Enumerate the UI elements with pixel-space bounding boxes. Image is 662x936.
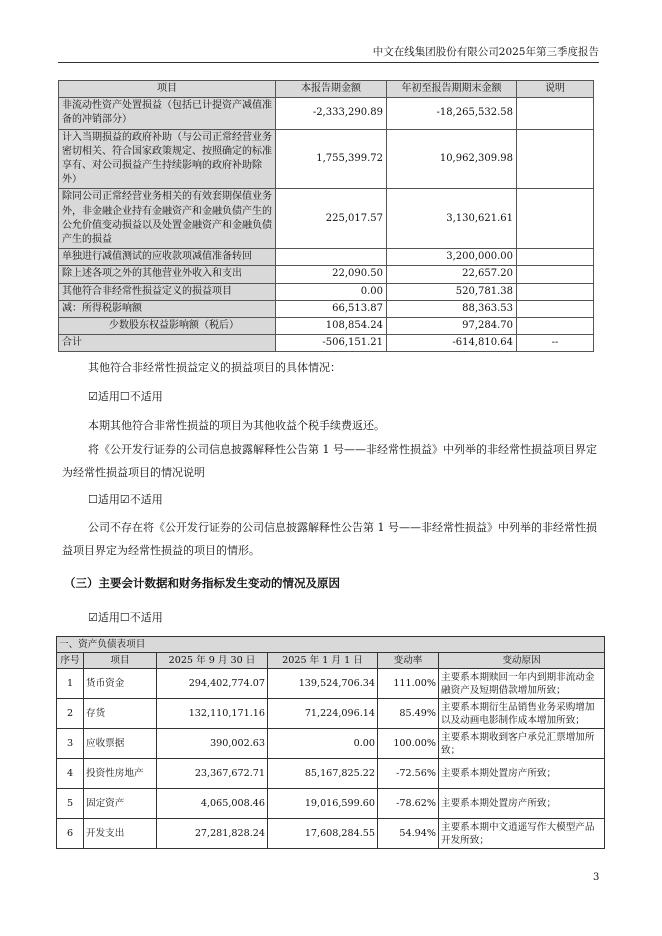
row-reason: 主要系本期处置房产所致； [439,759,605,789]
table-row [59,266,594,283]
row-note [517,266,594,283]
row-reason: 主要系本期衍生品销售业务采购增加以及动画电影制作成本增加所致； [439,699,605,729]
row-current: 0.00 [276,283,387,300]
group-label: 一、资产负债表项目 [57,637,605,653]
row-note [517,318,594,335]
row-rate: 85.49% [378,699,439,729]
row-rate: 111.00% [378,669,439,699]
row-rate: -72.56% [378,759,439,789]
table-row [59,318,594,335]
row-item: 除同公司正常经营业务相关的有效套期保值业务外，非金融企业持有金融资产和金融负债产生的公允价值变动损益以及处置金融资产和金融负债产生的损益 [59,189,276,249]
row-rate: 54.94% [378,819,439,849]
applicability-check: ☐适用☑不适用 [88,493,163,506]
table-row [59,300,594,317]
row-current: 66,513.87 [276,300,387,317]
header-rule [58,62,599,63]
row-note [517,249,594,266]
col-header-current: 本报告期金额 [276,81,387,98]
table-row [57,699,605,729]
table-total-row [59,335,594,352]
row-begin: 85,167,825.22 [268,759,378,789]
row-note [517,129,594,189]
row-ytd: 97,284.70 [387,318,517,335]
col-header-end: 2025 年 9 月 30 日 [157,653,268,669]
col-header-begin: 2025 年 1 月 1 日 [268,653,378,669]
row-no: 4 [57,759,84,789]
row-item: 货币资金 [84,669,157,699]
table-group-row [57,637,605,653]
row-begin: 139,524,706.34 [268,669,378,699]
row-current: 108,854.24 [276,318,387,335]
table-row [59,249,594,266]
row-item: 开发支出 [84,819,157,849]
table-row [59,283,594,300]
row-note [517,98,594,129]
row-item: 存货 [84,699,157,729]
col-header-note: 说明 [517,81,594,98]
row-note [517,300,594,317]
row-current: 22,090.50 [276,266,387,283]
row-begin: 17,608,284.55 [268,819,378,849]
table-header-row [59,81,594,98]
row-rate: 100.00% [378,729,439,759]
row-no: 6 [57,819,84,849]
col-header-ytd: 年初至报告期期末金额 [387,81,517,98]
row-item: 其他符合非经常性损益定义的损益项目 [59,283,276,300]
row-current [276,249,387,266]
row-item: 除上述各项之外的其他营业外收入和支出 [59,266,276,283]
row-end: 390,002.63 [157,729,268,759]
row-no: 1 [57,669,84,699]
row-reason: 主要系本期收到客户承兑汇票增加所致； [439,729,605,759]
table-row [59,129,594,189]
row-end: 294,402,774.07 [157,669,268,699]
row-rate: -78.62% [378,789,439,819]
paragraph: 本期其他符合非常性损益的项目为其他收益个税手续费返还。 [88,419,385,432]
row-ytd: 10,962,309.98 [387,129,517,189]
applicability-check: ☑适用☐不适用 [88,611,163,624]
row-current: -2,333,290.89 [276,98,387,129]
table-row [57,669,605,699]
table-row [57,789,605,819]
row-item: 少数股东权益影响额（税后） [59,318,276,335]
paragraph: 公司不存在将《公开发行证券的公司信息披露解释性公告第 1 号——非经常性损益》中列举的非经常性损益项目界定为经常性损益的项目的情形。 [62,521,597,557]
row-item: 非流动性资产处置损益（包括已计提资产减值准备的冲销部分） [59,98,276,129]
col-header-no: 序号 [57,653,84,669]
row-begin: 19,016,599.60 [268,789,378,819]
row-no: 2 [57,699,84,729]
row-ytd: 3,200,000.00 [387,249,517,266]
row-item: 投资性房地产 [84,759,157,789]
section-heading: （三）主要会计数据和财务指标发生变动的情况及原因 [64,576,340,590]
row-no: 5 [57,789,84,819]
row-ytd: 88,363.53 [387,300,517,317]
paragraph: 其他符合非经常性损益定义的损益项目的具体情况： [88,361,341,374]
row-current: 1,755,399.72 [276,129,387,189]
page-header: 中文在线集团股份有限公司2025年第三季度报告 [372,46,599,58]
row-reason: 主要系本期赎回一年内到期非流动金融资产及短期借款增加所致； [439,669,605,699]
row-reason: 主要系本期处置房产所致； [439,789,605,819]
row-end: 27,281,828.24 [157,819,268,849]
row-no: 3 [57,729,84,759]
row-item: 单独进行减值测试的应收款项减值准备转回 [59,249,276,266]
table-row [57,819,605,849]
col-header-item: 项目 [84,653,157,669]
row-item: 固定资产 [84,789,157,819]
row-item: 合计 [59,335,276,352]
row-begin: 71,224,096.14 [268,699,378,729]
row-begin: 0.00 [268,729,378,759]
page-number: 3 [593,872,600,883]
row-note [517,189,594,249]
paragraph: 将《公开发行证券的公司信息披露解释性公告第 1 号——非经常性损益》中列举的非经常性损益项目界定为经常性损益项目的情况说明 [62,443,597,479]
row-ytd: -18,265,532.58 [387,98,517,129]
table-row [59,189,594,249]
row-ytd: 3,130,621.61 [387,189,517,249]
table-row [57,729,605,759]
row-note: -- [517,335,594,352]
non-recurring-gains-table [58,80,594,352]
row-item: 计入当期损益的政府补助（与公司正常经营业务密切相关、符合国家政策规定、按照确定的标准享有、对公司损益产生持续影响的政府补助除外） [59,129,276,189]
row-end: 23,367,672.71 [157,759,268,789]
col-header-rate: 变动率 [378,653,439,669]
row-ytd: 520,781.38 [387,283,517,300]
row-note [517,283,594,300]
table-row [57,759,605,789]
row-item: 减：所得税影响额 [59,300,276,317]
row-item: 应收票据 [84,729,157,759]
applicability-check: ☑适用☐不适用 [88,390,163,403]
col-header-item: 项目 [59,81,276,98]
balance-sheet-changes-table [56,636,605,849]
row-end: 4,065,008.46 [157,789,268,819]
row-current: -506,151.21 [276,335,387,352]
table-row [59,98,594,129]
row-current: 225,017.57 [276,189,387,249]
table-header-row [57,653,605,669]
row-end: 132,110,171.16 [157,699,268,729]
row-ytd: -614,810.64 [387,335,517,352]
col-header-reason: 变动原因 [439,653,605,669]
row-reason: 主要系本期中文逍遥写作大模型产品开发所致； [439,819,605,849]
row-ytd: 22,657.20 [387,266,517,283]
